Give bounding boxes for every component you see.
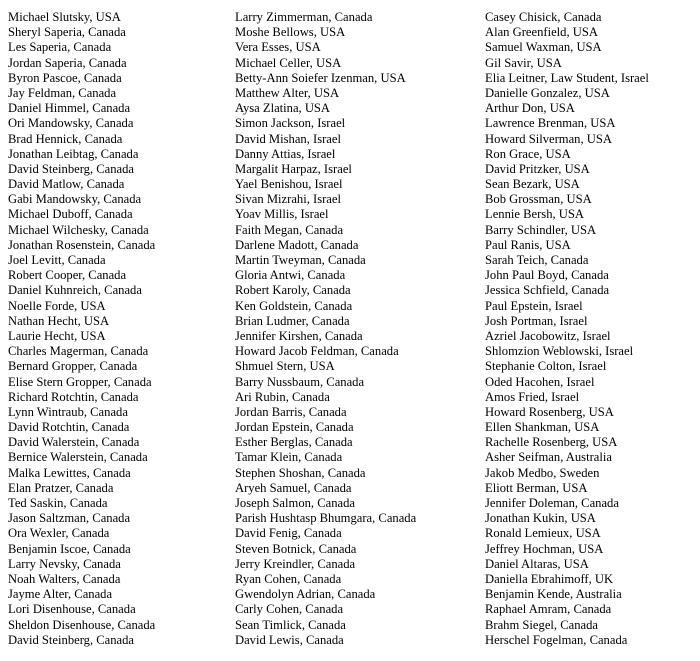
- name-entry: Bob Grossman, USA: [485, 192, 592, 207]
- name-entry: Daniel Kuhnreich, Canada: [8, 283, 142, 298]
- name-entry: Casey Chisick, Canada: [485, 10, 602, 24]
- name-entry: Carly Cohen, Canada: [235, 602, 344, 617]
- name-entry: Jonathan Kukin, USA: [485, 511, 596, 526]
- name-entry: Elia Leitner, Law Student, Israel: [485, 70, 649, 85]
- name-entry: Jason Saltzman, Canada: [8, 511, 131, 526]
- name-entry: Steven Botnick, Canada: [235, 541, 357, 556]
- name-entry: Ori Mandowsky, Canada: [8, 116, 134, 131]
- name-entry: Joseph Salmon, Canada: [235, 496, 355, 510]
- name-entry: Gabi Mandowsky, Canada: [8, 192, 142, 207]
- name-entry: David Steinberg, Canada: [8, 161, 135, 176]
- name-entry: Yoav Millis, Israel: [235, 207, 329, 222]
- name-entry: Ora Wexler, Canada: [8, 526, 110, 541]
- name-entry: Sivan Mizrahi, Israel: [235, 192, 341, 207]
- name-entry: Amos Fried, Israel: [485, 389, 580, 404]
- name-entry: Brian Ludmer, Canada: [235, 313, 350, 328]
- names-column-2: [235, 10, 475, 648]
- name-entry: Jerry Kreindler, Canada: [235, 556, 356, 571]
- name-entry: Danny Attias, Israel: [235, 146, 336, 161]
- name-entry: Howard Jacob Feldman, Canada: [235, 344, 399, 359]
- name-entry: Raphael Amram, Canada: [485, 602, 612, 617]
- name-entry: Esther Berglas, Canada: [235, 435, 353, 450]
- name-entry: Ron Grace, USA: [485, 146, 571, 161]
- name-entry: Sean Bezark, USA: [485, 177, 580, 192]
- name-entry: Ari Rubin, Canada: [235, 389, 330, 404]
- name-entry: Ellen Shankman, USA: [485, 420, 600, 435]
- name-entry: Larry Nevsky, Canada: [8, 556, 121, 571]
- name-entry: Lawrence Brenman, USA: [485, 116, 616, 131]
- name-entry: Howard Silverman, USA: [485, 131, 612, 146]
- name-entry: Vera Esses, USA: [235, 40, 321, 55]
- name-entry: Simon Jackson, Israel: [235, 116, 346, 131]
- name-entry: David Lewis, Canada: [235, 632, 344, 647]
- name-entry: Barry Schindler, USA: [485, 222, 597, 237]
- name-entry: Danielle Gonzalez, USA: [485, 85, 610, 100]
- name-entry: Robert Karoly, Canada: [235, 283, 351, 298]
- name-entry: Noah Walters, Canada: [8, 571, 121, 586]
- name-entry: Howard Rosenberg, USA: [485, 404, 614, 419]
- name-entry: Samuel Waxman, USA: [485, 40, 602, 55]
- name-entry: Parish Hushtasp Bhumgara, Canada: [235, 511, 417, 526]
- name-entry: Paul Epstein, Israel: [485, 298, 583, 313]
- name-entry: Alan Greenfield, USA: [485, 25, 598, 40]
- name-entry: Laurie Hecht, USA: [8, 328, 106, 343]
- name-entry: Jay Feldman, Canada: [8, 85, 117, 100]
- name-entry: Jordan Barris, Canada: [235, 404, 347, 419]
- name-entry: Margalit Harpaz, Israel: [235, 161, 352, 176]
- name-entry: Elise Stern Gropper, Canada: [8, 374, 152, 389]
- name-entry: Oded Hacohen, Israel: [485, 374, 595, 389]
- name-entry: Lynn Wintraub, Canada: [8, 404, 128, 419]
- name-entry: Betty-Ann Soiefer Izenman, USA: [235, 70, 406, 85]
- name-entry: Sheldon Disenhouse, Canada: [8, 617, 156, 632]
- name-entry: David Matlow, Canada: [8, 177, 125, 192]
- name-entry: Daniel Himmel, Canada: [8, 101, 131, 116]
- name-entry: Barry Nussbaum, Canada: [235, 374, 365, 389]
- name-entry: Sean Timlick, Canada: [235, 617, 346, 632]
- name-entry: Les Saperia, Canada: [8, 40, 112, 55]
- name-entry: Gil Savir, USA: [485, 55, 562, 70]
- name-entry: Rachelle Rosenberg, USA: [485, 435, 618, 450]
- name-entry: Shmuel Stern, USA: [235, 359, 335, 374]
- name-entry: Tamar Klein, Canada: [235, 450, 343, 465]
- name-entry: Eliott Berman, USA: [485, 480, 588, 495]
- name-entry: Matthew Alter, USA: [235, 85, 340, 100]
- name-entry: Asher Seifman, Australia: [485, 450, 612, 465]
- name-entry: Nathan Hecht, USA: [8, 313, 110, 328]
- name-entry: Malka Lewittes, Canada: [8, 465, 131, 480]
- name-entry: Noelle Forde, USA: [8, 298, 106, 313]
- name-entry: Michael Wilchesky, Canada: [8, 222, 149, 237]
- name-entry: Michael Slutsky, USA: [8, 10, 121, 24]
- name-entry: Arthur Don, USA: [485, 101, 575, 116]
- name-entry: Michael Duboff, Canada: [8, 207, 133, 222]
- names-column-3: [485, 10, 697, 648]
- name-entry: Richard Rotchtin, Canada: [8, 389, 139, 404]
- name-entry: Jordan Epstein, Canada: [235, 420, 354, 435]
- name-entry: Gloria Antwi, Canada: [235, 268, 346, 283]
- name-entry: Jeffrey Hochman, USA: [485, 541, 604, 556]
- name-entry: Lori Disenhouse, Canada: [8, 602, 136, 617]
- name-entry: David Pritzker, USA: [485, 161, 590, 176]
- name-entry: Josh Portman, Israel: [485, 313, 588, 328]
- name-entry: Bernard Gropper, Canada: [8, 359, 138, 374]
- name-entry: Jordan Saperia, Canada: [8, 55, 127, 70]
- name-entry: Michael Celler, USA: [235, 55, 342, 70]
- name-entry: Aryeh Samuel, Canada: [235, 480, 352, 495]
- name-entry: David Mishan, Israel: [235, 131, 341, 146]
- name-entry: Jennifer Doleman, Canada: [485, 496, 619, 510]
- name-entry: Lennie Bersh, USA: [485, 207, 584, 222]
- name-entry: Jakob Medbo, Sweden: [485, 465, 600, 480]
- signatory-list: [0, 10, 700, 661]
- names-column-1: [8, 10, 223, 648]
- name-entry: Daniel Altaras, USA: [485, 556, 589, 571]
- name-entry: Larry Zimmerman, Canada: [235, 10, 373, 24]
- name-entry: Ted Saskin, Canada: [8, 496, 108, 510]
- name-entry: Charles Magerman, Canada: [8, 344, 149, 359]
- name-entry: Elan Pratzer, Canada: [8, 480, 114, 495]
- name-entry: Jonathan Rosenstein, Canada: [8, 237, 156, 252]
- name-entry: Paul Ranis, USA: [485, 237, 571, 252]
- name-entry: Joel Levitt, Canada: [8, 253, 106, 267]
- name-entry: Aysa Zlatina, USA: [235, 101, 331, 116]
- name-entry: David Steinberg, Canada: [8, 632, 135, 647]
- name-entry: Shlomzion Weblowski, Israel: [485, 344, 634, 359]
- name-entry: Bernice Walerstein, Canada: [8, 450, 148, 465]
- name-entry: Benjamin Iscoe, Canada: [8, 541, 131, 556]
- name-entry: Robert Cooper, Canada: [8, 268, 127, 283]
- name-entry: Stephen Shoshan, Canada: [235, 465, 366, 480]
- name-entry: Jonathan Leibtag, Canada: [8, 146, 139, 161]
- name-entry: Gwendolyn Adrian, Canada: [235, 587, 376, 602]
- name-entry: David Rotchtin, Canada: [8, 420, 130, 435]
- name-entry: Azriel Jacobowitz, Israel: [485, 328, 611, 343]
- name-entry: Stephanie Colton, Israel: [485, 359, 607, 374]
- name-entry: John Paul Boyd, Canada: [485, 268, 609, 283]
- name-entry: Jennifer Kirshen, Canada: [235, 328, 363, 343]
- name-entry: Daniella Ebrahimoff, UK: [485, 571, 614, 586]
- name-entry: Sarah Teich, Canada: [485, 253, 589, 267]
- name-entry: Martin Tweyman, Canada: [235, 253, 366, 267]
- name-entry: Herschel Fogelman, Canada: [485, 632, 628, 647]
- name-entry: Ryan Cohen, Canada: [235, 571, 342, 586]
- name-entry: Jessica Schfield, Canada: [485, 283, 610, 298]
- name-entry: Yael Benishou, Israel: [235, 177, 343, 192]
- name-entry: Benjamin Kende, Australia: [485, 587, 622, 602]
- name-entry: Brad Hennick, Canada: [8, 131, 123, 146]
- name-entry: Moshe Bellows, USA: [235, 25, 346, 40]
- name-entry: Jayme Alter, Canada: [8, 587, 113, 602]
- name-entry: David Walerstein, Canada: [8, 435, 140, 450]
- name-entry: Sheryl Saperia, Canada: [8, 25, 126, 40]
- name-entry: Ken Goldstein, Canada: [235, 298, 353, 313]
- name-entry: Faith Megan, Canada: [235, 222, 344, 237]
- name-entry: Brahm Siegel, Canada: [485, 617, 598, 632]
- name-entry: Darlene Madott, Canada: [235, 237, 359, 252]
- name-entry: David Fenig, Canada: [235, 526, 342, 541]
- name-entry: Byron Pascoe, Canada: [8, 70, 122, 85]
- name-entry: Ronald Lemieux, USA: [485, 526, 601, 541]
